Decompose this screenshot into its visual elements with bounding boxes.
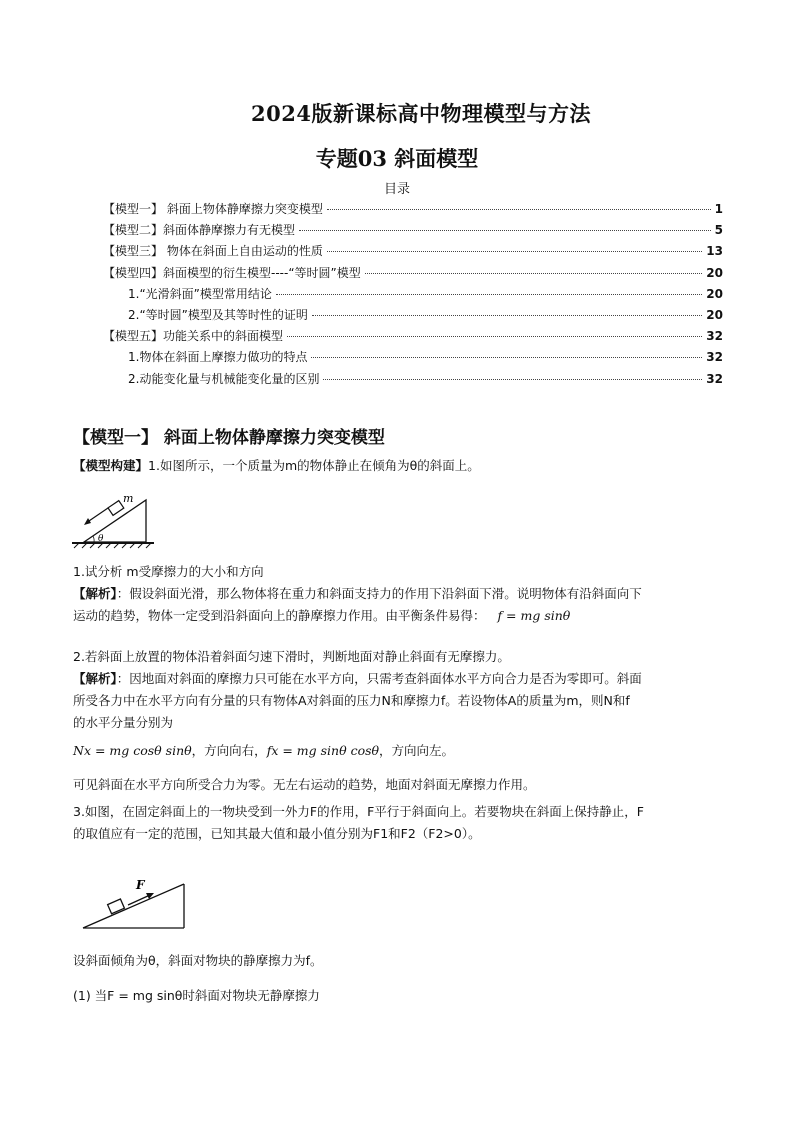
answer-2-conclusion: 可见斜面在水平方向所受合力为零。无左右运动的趋势，地面对斜面无摩擦力作用。	[73, 777, 536, 792]
toc-page-number: 20	[706, 286, 723, 301]
answer-2: 【解析】：因地面对斜面的摩擦力只可能在水平方向，只需考查斜面体水平方向合力是否为零即可。斜面 所受各力中在水平方向有分量的只有物体A对斜面的压力N和摩擦力f。若设物体A的质量为m，则N和f 的水平分量分别为	[73, 671, 642, 730]
toc-entry[interactable]	[103, 221, 723, 242]
toc-leader-dots	[299, 230, 711, 231]
toc-entry[interactable]	[103, 242, 723, 263]
toc-entry[interactable]	[103, 200, 723, 221]
toc-leader-dots	[365, 273, 703, 274]
toc-entry-title: 【模型二】斜面体静摩擦力有无模型	[103, 223, 296, 238]
fig2-incline	[83, 884, 184, 928]
incline-figure-2	[80, 872, 190, 930]
toc-leader-dots	[327, 251, 702, 252]
toc-page-number: 1	[714, 202, 723, 216]
toc-leader-dots	[287, 336, 702, 337]
table-of-contents	[103, 200, 723, 391]
toc-page-number: 20	[706, 307, 723, 322]
toc-entry[interactable]	[103, 327, 723, 348]
toc-entry-title: 1.物体在斜面上摩擦力做功的特点	[128, 350, 308, 365]
toc-entry-title: 【模型五】功能关系中的斜面模型	[103, 329, 284, 344]
toc-leader-dots	[312, 315, 702, 316]
fig1-mass-label: m	[123, 492, 134, 505]
toc-page-number: 32	[706, 371, 723, 386]
document-subtitle: 专题03 斜面模型	[315, 146, 479, 171]
fig2-force-label: F	[136, 878, 145, 892]
answer-1: 【解析】：假设斜面光滑，那么物体将在重力和斜面支持力的作用下沿斜面下滑。说明物体有沿斜面向下 运动的趋势，物体一定受到沿斜面向上的静摩擦力作用。由平衡条件易得： f = mg sinθ	[73, 586, 642, 623]
toc-leader-dots	[276, 294, 702, 295]
build-text: 1.如图所示，一个质量为m的物体静止在倾角为θ的斜面上。	[148, 458, 480, 473]
toc-leader-dots	[327, 209, 711, 210]
answer-2-formulas: Nx = mg cosθ sinθ，方向向右，fx = mg sinθ cosθ，方向向左。	[73, 743, 455, 758]
toc-heading: 目录	[383, 182, 410, 197]
toc-entry-title: 【模型四】斜面模型的衍生模型----“等时圆”模型	[103, 265, 361, 280]
toc-entry[interactable]	[103, 348, 723, 369]
toc-entry-title: 2.动能变化量与机械能变化量的区别	[128, 371, 320, 386]
fig1-block	[108, 501, 124, 516]
toc-entry-title: 【模型一】 斜面上物体静摩擦力突变模型	[103, 202, 323, 216]
model-build-paragraph	[73, 455, 723, 477]
build-label: 【模型构建】	[73, 458, 149, 473]
question-1: 1.试分析 m受摩擦力的大小和方向	[73, 564, 264, 579]
fig1-angle-label: θ	[98, 534, 104, 544]
toc-entry[interactable]	[103, 264, 723, 285]
formula-normal-x: Nx = mg cosθ sinθ	[73, 743, 192, 758]
fig1-arrowhead	[84, 518, 91, 525]
formula-friction: f = mg sinθ	[497, 608, 571, 623]
toc-entry-title: 2.“等时圆”模型及其等时性的证明	[128, 307, 308, 322]
document-title: 2024版新课标高中物理模型与方法	[251, 101, 591, 126]
toc-entry[interactable]	[103, 306, 723, 327]
toc-leader-dots	[311, 357, 702, 358]
setup-paragraph: 设斜面倾角为θ，斜面对物块的静摩擦力为f。	[73, 953, 323, 968]
toc-page-number: 5	[714, 223, 723, 238]
toc-entry-title: 【模型三】 物体在斜面上自由运动的性质	[103, 244, 323, 259]
toc-leader-dots	[323, 379, 702, 380]
case-1: (1) 当F = mg sinθ时斜面对物块无静摩擦力	[73, 988, 320, 1003]
toc-entry[interactable]	[103, 370, 723, 391]
section-heading: 【模型一】 斜面上物体静摩擦力突变模型	[73, 428, 385, 448]
toc-page-number: 32	[706, 350, 723, 365]
toc-page-number: 20	[706, 265, 723, 280]
incline-figure-1	[66, 488, 162, 550]
toc-entry-title: 1.“光滑斜面”模型常用结论	[128, 286, 272, 301]
answer-label: 【解析】	[73, 586, 117, 601]
question-3: 3.如图，在固定斜面上的一物块受到一外力F的作用，F平行于斜面向上。若要物块在斜面上保持静止，F 的取值应有一定的范围，已知其最大值和最小值分别为F1和F2（F2>0）。	[73, 804, 644, 841]
toc-page-number: 13	[706, 244, 723, 259]
formula-friction-x: fx = mg sinθ cosθ	[266, 743, 380, 758]
toc-page-number: 32	[706, 329, 723, 344]
question-2: 2.若斜面上放置的物体沿着斜面匀速下滑时，判断地面对静止斜面有无摩擦力。	[73, 649, 510, 664]
toc-entry[interactable]	[103, 285, 723, 306]
